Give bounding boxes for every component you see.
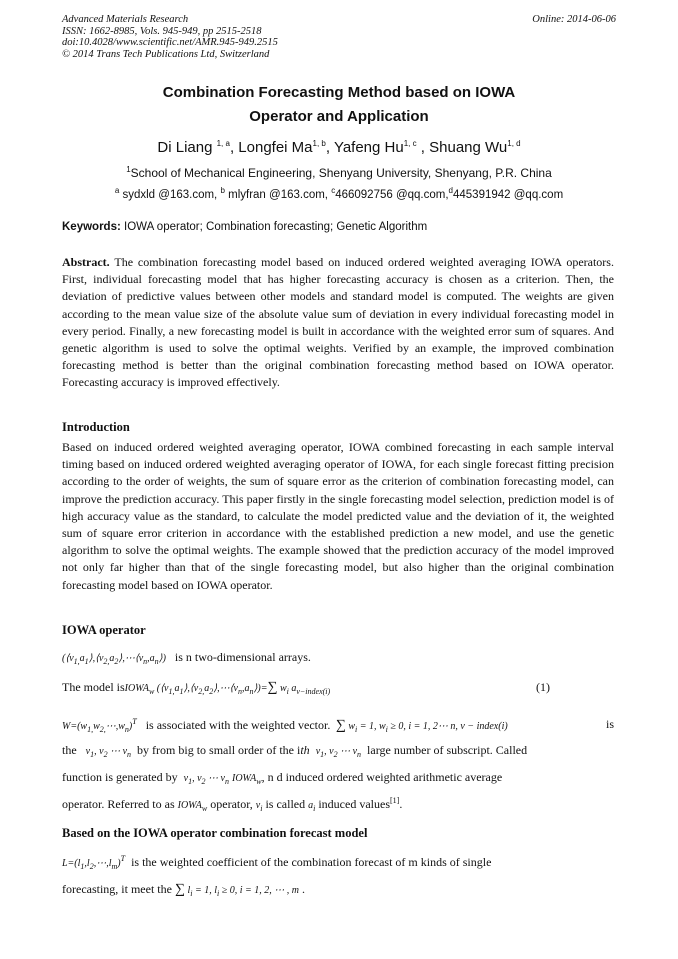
email[interactable]: 466092756 @qq.com, <box>335 188 449 201</box>
text: is called <box>265 797 306 811</box>
iowa-line-5 <box>62 770 614 790</box>
email-sup: a <box>114 186 120 195</box>
iowa-line-3 <box>62 717 614 737</box>
email-sup: c <box>331 186 336 195</box>
author: Di Liang <box>157 139 213 156</box>
combo-line-2 <box>62 882 614 902</box>
formula-iowa-model: $IOWA_w$ $(⟨v_{1,}a_1⟩,⟨v_{2,}a_2⟩,\cdots⟨v_n,a_n⟩)=\sum$ $w_i$ $a_{v-index(i)}$ <box>124 680 331 696</box>
text: is n two-dimensional arrays. <box>174 650 311 664</box>
copyright: © 2014 Trans Tech Publications Ltd, Switzerland <box>62 48 270 60</box>
formula-v-list: $v_1$, $v_2$ ⋯ $v_n$ <box>315 746 362 759</box>
issn: ISSN: 1662-8985, Vols. 945-949, pp 2515-2518 <box>62 25 262 37</box>
author-list: Di Liang $^{1, a}$, Longfei Ma$^{1, b}$, Yafeng Hu$^{1, c}$ , Shuang Wu$^{1, d}$ <box>157 139 521 156</box>
formula-vi: $v_i$ <box>255 800 263 813</box>
formula-pairs: $(⟨v_{1,}a_1⟩,⟨v_{2,}a_2⟩,\cdots⟨v_n,a_n⟩)$ <box>62 653 166 666</box>
equation-number: (1) <box>536 680 550 694</box>
text: by from big to small order of the i <box>137 743 301 757</box>
formula-ai: $a_i$ <box>308 800 316 813</box>
author-sup: 1, d <box>507 139 521 148</box>
abstract <box>62 254 614 392</box>
formula-v-list: $v_1$, $v_2$ ⋯ $v_n$ <box>85 746 132 759</box>
iowa-line-1 <box>62 650 614 670</box>
keywords-text: IOWA operator; Combination forecasting; Genetic Algorithm <box>124 221 428 233</box>
text: operator, <box>210 797 253 811</box>
text: . <box>399 797 403 811</box>
journal-name: Advanced Materials Research <box>62 14 189 25</box>
section-heading-iowa: IOWA operator <box>62 623 146 637</box>
formula-v-list: $v_1$, $v_2$ ⋯ $v_n$ <box>183 773 229 786</box>
author: Longfei Ma <box>238 139 313 156</box>
text: is <box>605 717 614 731</box>
iowa-line-6 <box>62 796 614 816</box>
abstract-label: Abstract. <box>62 255 110 269</box>
formula-weight-vector: $W=(w_{1,}w_{2,}\cdots,w_n)^T$ <box>62 717 137 734</box>
abstract-text: The combination forecasting model based on induced ordered weighted averaging IOWA operators. First, individual forecasting model that has higher forecasting accuracy is chosen as a criterion. Then, the deviation of predictive values between other models and standard model is computed. The weights are given according to the mean value size of the absolute value sum of deviation in every individual forecasting model in every period. Finally, a new forecasting model is built in accordance with the weighted error sum of squares. And genetic algorithm is used to solve the optimal weights. Verified by an example, the improved combination forecasting method is better than the original combination forecasting method based on IOWA operator. Forecasting accuracy is improved effectively. <box>62 255 614 390</box>
citation[interactable]: [1] <box>390 796 400 805</box>
formula-iowa: $IOWA_w$ <box>177 800 208 813</box>
section-heading-introduction: Introduction <box>62 420 130 434</box>
affiliation-sup: 1 <box>126 165 131 174</box>
email-sup: d <box>448 186 453 195</box>
iowa-line-4 <box>62 743 614 763</box>
keywords <box>62 221 427 233</box>
text: , n d induced ordered weighted arithmetic average <box>261 770 503 784</box>
author-sup: 1, a <box>216 139 230 148</box>
affiliation <box>0 165 678 180</box>
formula-l-constraint: ∑ $l_i = 1$, $l_i \ge 0$, i = 1, 2, ⋯ , m <box>174 882 299 898</box>
paper-title-line2: Operator and Application <box>249 108 429 125</box>
formula-constraint: ∑ $w_i = 1$, $w_i \ge 0$, i = 1, 2⋯ n, v − index(i) <box>335 718 508 734</box>
iowa-line-2 <box>62 680 614 700</box>
introduction-text: Based on induced ordered weighted averaging operator, IOWA combined forecasting in each sample interval timing based on induced ordered weighted averaging operator of IOWA, for each single forecast fitting precision according to the order of weights, the sum of square error as the criterion of combination forecasting model, can improve the prediction accuracy. This paper firstly in the single forecasting model selection, prediction model is of high accuracy value as the standard, to calculate the model predicted value and the deviation of it, the weighted sum of square error criterion in accordance with the established prediction a new model, and use the genetic algorithm to solve the optimal weights. The example showed that the prediction accuracy of the model improved not only far higher than that of the single forecasting model, but also higher than the original combination forecasting model based on IOWA operator. <box>62 440 614 592</box>
email-list <box>0 186 678 201</box>
formula-l-vector: $L=(l_1,l_2,\cdots,l_m)^T$ <box>62 854 126 871</box>
affiliation-text: School of Mechanical Engineering, Shenyang University, Shenyang, P.R. China <box>130 166 552 180</box>
text: large number of subscript. Called <box>367 743 528 757</box>
text: . <box>301 882 305 896</box>
paper-title-line1: Combination Forecasting Method based on IOWA <box>162 84 516 101</box>
text: is associated with the weighted vector. <box>145 718 331 732</box>
combo-line-1 <box>62 854 614 874</box>
text: forecasting, it meet the <box>62 882 172 896</box>
text: function is generated by <box>62 770 178 784</box>
text: The model is <box>62 680 125 694</box>
email[interactable]: mlyfran @163.com, <box>228 188 328 201</box>
formula-iowa: $IOWA_w$ <box>232 773 262 786</box>
doi: doi:10.4028/www.scientific.net/AMR.945-949.2515 <box>62 37 278 48</box>
text: th <box>300 743 310 757</box>
author: Shuang Wu <box>429 139 508 156</box>
author: Yafeng Hu <box>333 139 404 156</box>
email-sup: b <box>220 186 225 195</box>
text: the <box>62 743 77 757</box>
text: is the weighted coefficient of the combination forecast of m kinds of single <box>131 855 492 869</box>
email[interactable]: sydxld @163.com, <box>122 188 218 201</box>
running-header <box>62 14 616 60</box>
author-sup: 1, c <box>403 139 417 148</box>
author-sup: 1, b <box>312 139 326 148</box>
online-date: Online: 2014-06-06 <box>532 14 616 25</box>
email[interactable]: 445391942 @qq.com <box>453 188 564 201</box>
keywords-label: Keywords: <box>62 221 121 233</box>
text: induced values <box>318 797 390 811</box>
section-heading-combination: Based on the IOWA operator combination forecast model <box>62 826 368 840</box>
text: operator. Referred to as <box>62 797 175 811</box>
